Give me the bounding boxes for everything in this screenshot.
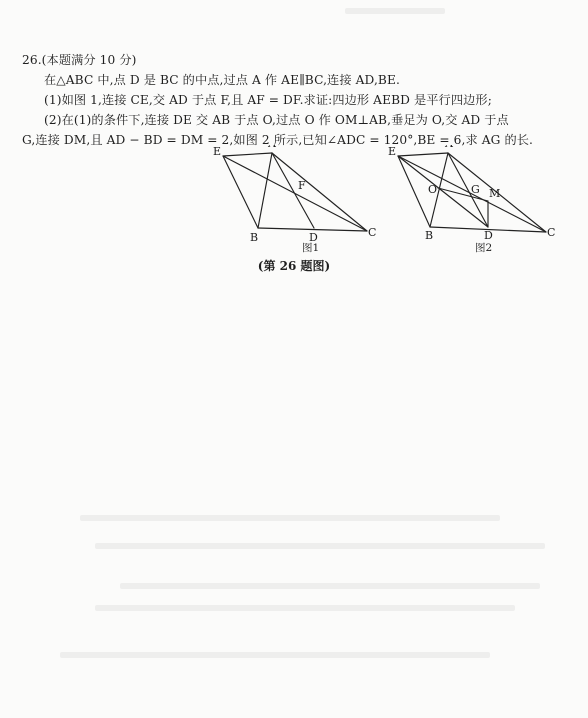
bleed-through-mark	[80, 515, 500, 521]
problem-intro: 在△ABC 中,点 D 是 BC 的中点,过点 A 作 AE∥BC,连接 AD,BE.	[44, 73, 400, 87]
geometry-figures	[205, 145, 565, 270]
label-b: B	[250, 231, 259, 244]
figure-1-caption: 图1	[302, 242, 320, 254]
problem-header: 26.(本题满分 10 分)	[22, 53, 137, 67]
label-b-2: B	[425, 229, 434, 242]
segment-ab	[258, 153, 272, 228]
figure-caption: (第 26 题图)	[257, 259, 331, 273]
figure-1-labels	[213, 145, 376, 254]
segment-ea	[223, 153, 272, 156]
figure-1-lines	[223, 153, 367, 231]
segment-eb	[223, 156, 258, 228]
label-e-2: E	[388, 145, 397, 158]
figure-2-caption: 图2	[475, 242, 493, 254]
label-o-2: O	[428, 183, 438, 196]
bleed-through-mark	[95, 543, 545, 549]
bleed-through-mark	[95, 605, 515, 611]
figures	[205, 145, 565, 270]
bleed-through-mark	[345, 8, 445, 14]
segment-ac	[272, 153, 367, 231]
segment-ea-2	[398, 153, 448, 156]
label-d-2: D	[484, 229, 493, 242]
label-g-2: G	[471, 183, 480, 196]
label-c: C	[368, 226, 377, 239]
label-f: F	[298, 179, 306, 192]
label-m-2: M	[489, 187, 501, 200]
problem-part-2-line-2: G,连接 DM,且 AD − BD = DM = 2,如图 2 所示,已知∠ADC = 120°,BE = 6,求 AG 的长.	[22, 133, 534, 147]
problem-26	[22, 50, 568, 150]
label-a-2	[444, 145, 454, 150]
label-c-2: C	[547, 226, 556, 239]
problem-part-1: (1)如图 1,连接 CE,交 AD 于点 F,且 AF = DF.求证:四边形 AEBD 是平行四边形;	[44, 93, 492, 107]
label-d: D	[309, 231, 318, 244]
problem-part-2-line-1: (2)在(1)的条件下,连接 DE 交 AB 于点 O,过点 O 作 OM⊥AB,垂足为 O,交 AD 于点	[44, 113, 509, 127]
label-e: E	[213, 145, 222, 158]
bleed-through-mark	[60, 652, 490, 658]
segment-eb-2	[398, 156, 430, 227]
segment-ad	[272, 153, 314, 228]
figure-2-labels	[388, 145, 555, 254]
segment-ad-2	[448, 153, 488, 227]
bleed-through-mark	[120, 583, 540, 589]
label-a	[267, 145, 277, 150]
